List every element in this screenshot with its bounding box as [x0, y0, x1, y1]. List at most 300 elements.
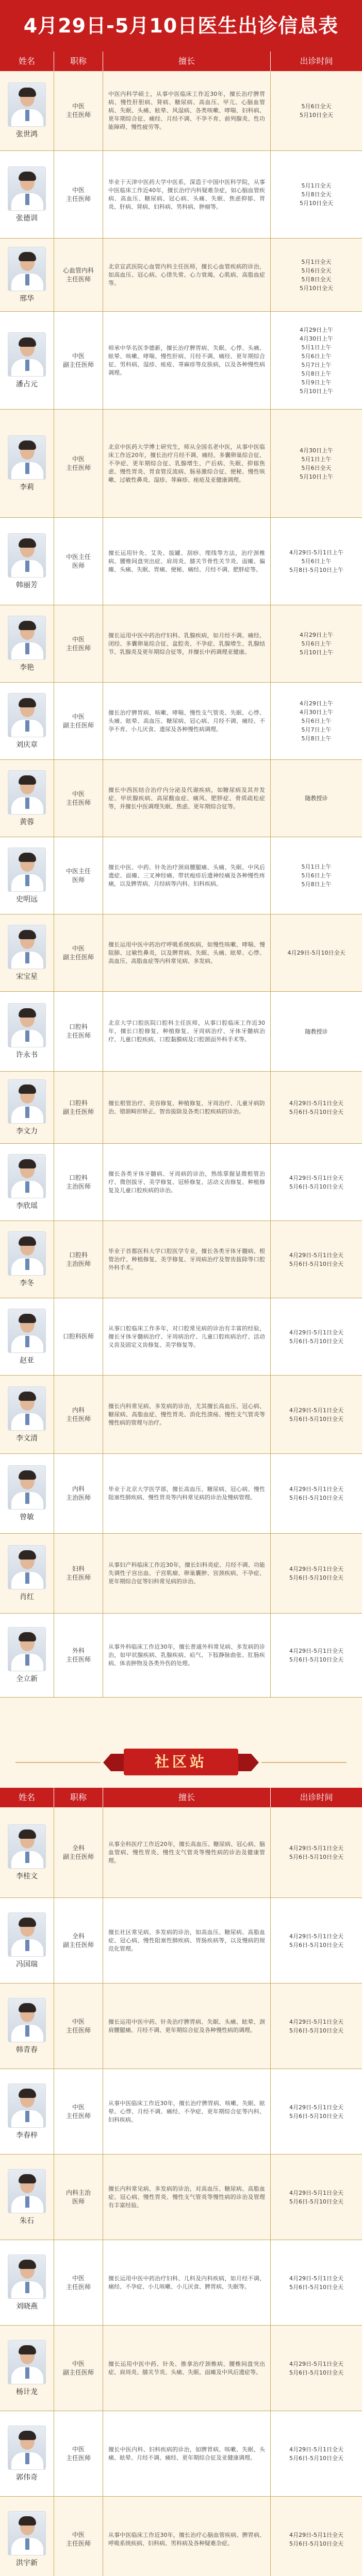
table-row — [0, 1221, 362, 1298]
doctor-photo-cell — [0, 151, 54, 238]
avatar — [8, 2169, 46, 2213]
doctor-specialty — [103, 1614, 271, 1697]
schedule-line: 5月10日上午 — [300, 473, 333, 480]
schedule-line: 4月29日-5月1日全天 — [289, 2018, 343, 2025]
doctor-name: 冯国瑞 — [16, 1960, 38, 1969]
doctor-schedule — [271, 1898, 362, 1983]
avatar — [8, 1003, 46, 1047]
doctor-title-text: 中医 主任医师 — [65, 2274, 91, 2291]
doctor-specialty — [103, 518, 271, 605]
doctor-name: 张世鸿 — [16, 130, 38, 139]
avatar — [8, 2340, 46, 2384]
doctor-title — [54, 1072, 103, 1143]
schedule-line: 4月29日-5月1日全天 — [289, 1174, 343, 1181]
table-row — [0, 760, 362, 837]
doctor-specialty-text: 擅长中医内科、妇科疾病的诊治，如脾胃病、咳嗽、失眠、头痛、眩晕、月经不调、痛经、更年期综合征及亚健康调理。 — [108, 2446, 265, 2461]
doctor-schedule — [271, 992, 362, 1071]
doctor-specialty — [103, 605, 271, 682]
doctor-title-text: 口腔科 主任医师 — [65, 1023, 91, 1039]
doctor-name: 刘晓燕 — [16, 2302, 38, 2311]
avatar — [8, 616, 46, 660]
doctor-specialty-text: 北京中医药大学博士研究生，师从全国名老中医，从事中医临床工作近20年，擅长治疗月经不调、痛经、多囊卵巢综合征、不孕症、更年期综合征、乳腺增生、产后病、失眠、抑郁焦虑、慢性胃炎、胃食管反流病、肠易激综合征、便秘、慢性咳嗽、过敏性鼻炎、湿疹、荨麻疹、痤疮及亚健康调理。 — [108, 443, 265, 483]
schedule-line: 5月6日上午 — [301, 352, 332, 360]
doctor-photo-cell — [0, 2411, 54, 2496]
header-time: 出诊时间 — [300, 56, 333, 66]
doctor-title — [54, 518, 103, 605]
doctor-schedule — [271, 312, 362, 409]
doctor-schedule — [271, 1298, 362, 1375]
doctor-name: 李文清 — [16, 1434, 38, 1443]
schedule-line: 4月29日-5月1日全天 — [289, 1648, 343, 1654]
avatar — [8, 1386, 46, 1431]
doctor-title — [54, 1298, 103, 1375]
table-row — [0, 518, 362, 605]
doctor-specialty — [103, 71, 271, 150]
doctor-photo-cell — [0, 1454, 54, 1533]
doctor-title-text: 全科 副主任医师 — [62, 1844, 94, 1860]
schedule-line: 5月1日上午 — [301, 344, 332, 351]
doctor-photo-cell — [0, 605, 54, 682]
doctor-schedule — [271, 71, 362, 150]
schedule-line: 5月10日上午 — [300, 387, 333, 395]
doctor-schedule — [271, 914, 362, 991]
avatar — [8, 848, 46, 892]
doctor-title — [54, 2497, 103, 2576]
doctor-name: 刘庆章 — [16, 740, 38, 749]
doctor-specialty — [103, 2497, 271, 2576]
schedule-line: 5月1日上午 — [301, 863, 332, 870]
doctor-schedule — [271, 151, 362, 238]
header-time: 出诊时间 — [300, 1792, 333, 1802]
doctor-title — [54, 1534, 103, 1613]
schedule-line: 5月6日-5月10日全天 — [289, 1574, 343, 1581]
doctor-name: 潘占元 — [16, 380, 38, 388]
doctor-photo-cell — [0, 1072, 54, 1143]
doctor-photo-cell — [0, 1898, 54, 1983]
doctor-title-text: 内科 主任医师 — [65, 1406, 91, 1422]
doctor-specialty — [103, 239, 271, 311]
schedule-line: 5月6日-5月10日全天 — [289, 1415, 343, 1422]
schedule-line: 4月29日上午 — [300, 326, 333, 333]
doctor-title — [54, 410, 103, 517]
doctor-name: 李文力 — [16, 1127, 38, 1136]
doctor-specialty-text: 擅长运用中医中药、针灸、推拿治疗颈椎病、腰椎间盘突出症、肩周炎、膝关节炎、头痛、失眠、面瘫及中风后遗症等。 — [108, 2360, 265, 2376]
doctor-title-text: 中医 主任医师 — [65, 455, 91, 471]
doctor-specialty-text: 中医内科学硕士，从事中医临床工作近30年，擅长治疗脾胃病、慢性肝胆病、肾病、糖尿病、高血压、甲亢、心脑血管病、失眠、头痛、眩晕、风湿病、各类咳嗽、哮喘、妇科病、更年期综合征、痛经、月经不调、不孕不育、前列腺炎、性功能障碍、慢性疲劳等。 — [108, 91, 265, 130]
doctor-specialty-text: 北京大学口腔医院口腔科主任医师，从事口腔临床工作近30年，擅长口腔修复、种植修复、牙周病治疗、牙体牙髓病治疗、儿童口腔疾病、口腔黏膜病及口腔颌面外科手术等。 — [108, 1020, 265, 1043]
schedule-line: 4月29日-5月1日全天 — [289, 2275, 343, 2282]
doctor-specialty-text: 师承中华名医李德新，擅长治疗脾胃病、失眠、心悸、头痛、眩晕、咳嗽、哮喘、慢性肝病、月经不调、痛经、更年期综合征、男科病、湿疹、痤疮、荨麻疹等皮肤病，以及各种慢性病调理。 — [108, 344, 265, 376]
doctor-specialty — [103, 2326, 271, 2411]
doctor-photo-cell — [0, 1298, 54, 1375]
doctor-title — [54, 2240, 103, 2325]
doctor-title — [54, 71, 103, 150]
doctor-title — [54, 1144, 103, 1221]
schedule-line: 4月29日上午 — [300, 700, 333, 707]
doctor-schedule — [271, 1072, 362, 1143]
doctor-name: 史明远 — [16, 895, 38, 904]
doctor-title — [54, 1221, 103, 1298]
doctor-name: 杨计龙 — [16, 2387, 38, 2396]
doctor-title — [54, 2069, 103, 2154]
doctor-specialty-text: 擅长治疗脾胃病、咳嗽、哮喘、慢性支气管炎、失眠、心悸、头痛、眩晕、高血压、糖尿病、冠心病、月经不调、痛经、不孕不育、小儿厌食、遗尿及各种慢性病调理。 — [108, 709, 265, 733]
doctor-schedule — [271, 1454, 362, 1533]
doctor-title — [54, 760, 103, 837]
doctor-specialty-text: 擅长内科常见病、多发病的诊治，尤其擅长高血压、冠心病、糖尿病、高脂血症、慢性胃炎、消化性溃疡、慢性支气管炎等慢性病的管理与治疗。 — [108, 1402, 265, 1426]
doctor-specialty-text: 从事口腔临床工作多年，对口腔常见病的诊治有丰富的经验，擅长牙体牙髓病治疗、牙周病治疗、儿童口腔疾病治疗、活动义齿及固定义齿修复、美学修复等。 — [108, 1325, 265, 1348]
doctor-title-text: 外科 主任医师 — [65, 1647, 91, 1663]
schedule-line: 5月6日-5月10日全天 — [289, 2198, 343, 2205]
doctor-schedule — [271, 683, 362, 759]
doctor-title-text: 中医 主任医师 — [65, 790, 91, 806]
schedule-line: 5月6日上午 — [301, 872, 332, 879]
table-header — [0, 52, 362, 71]
schedule-line: 4月30日上午 — [300, 709, 333, 716]
doctor-specialty-text: 擅长社区常见病、多发病的诊治，如高血压、糖尿病、高脂血症、冠心病、慢性阻塞性肺疾病、胃肠疾病等，以及慢病的规范化管理。 — [108, 1928, 265, 1952]
schedule-line: 5月8日-5月10日上午 — [289, 567, 343, 573]
schedule-line: 5月6日-5月10日全天 — [289, 2369, 343, 2376]
doctor-specialty — [103, 2240, 271, 2325]
table-row — [0, 151, 362, 239]
doctor-specialty — [103, 1807, 271, 1897]
doctor-name: 赵亚 — [20, 1356, 34, 1365]
doctor-specialty — [103, 2155, 271, 2240]
doctor-specialty — [103, 410, 271, 517]
header-specialty: 擅长 — [103, 1788, 271, 1807]
community-section-title: 社区站 — [154, 1753, 207, 1770]
doctor-schedule — [271, 518, 362, 605]
doctor-name: 许永书 — [16, 1051, 38, 1059]
doctor-specialty — [103, 1454, 271, 1533]
doctor-specialty-text: 擅长运用中医中药治疗妇科、乳腺疾病，如月经不调、痛经、闭经、多囊卵巢综合征、盆腔炎、不孕症、乳腺增生、乳腺结节、乳腺炎及更年期综合征等，并擅长中药调理亚健康。 — [108, 632, 265, 655]
doctor-schedule — [271, 1614, 362, 1697]
schedule-line: 5月6日-5月10日全天 — [289, 1260, 343, 1267]
doctor-title-text: 中医 副主任医师 — [62, 713, 94, 729]
avatar — [8, 1912, 46, 1957]
doctor-title-text: 中医 主任医师 — [65, 2445, 91, 2462]
table-row — [0, 312, 362, 410]
doctor-schedule — [271, 2411, 362, 2496]
doctor-specialty — [103, 1984, 271, 2069]
doctor-specialty-text: 擅长中医、中药、针灸治疗颈肩腰腿痛、头痛、失眠、中风后遗症、面瘫、三叉神经痛、带状疱疹后遗神经痛及各种慢性疼痛，以及脾胃病、月经病等内科、妇科疾病。 — [108, 863, 265, 887]
table-row — [0, 2326, 362, 2411]
schedule-line: 5月9日上午 — [301, 379, 332, 386]
avatar — [8, 1627, 46, 1671]
doctor-specialty-text: 擅长运用中医中药、针灸治疗脾胃病、失眠、头痛、眩晕、颈肩腰腿痛、月经不调、更年期综合征及各种慢性病的调理。 — [108, 2018, 265, 2033]
doctor-photo-cell — [0, 2155, 54, 2240]
schedule-line: 5月7日上午 — [301, 726, 332, 733]
doctor-title — [54, 992, 103, 1071]
doctor-name: 全立新 — [16, 1675, 38, 1683]
avatar — [8, 1231, 46, 1276]
avatar — [8, 2426, 46, 2470]
doctor-title-text: 中医 主任医师 — [65, 2531, 91, 2547]
table-row — [0, 683, 362, 760]
doctor-title — [54, 151, 103, 238]
doctor-schedule — [271, 2240, 362, 2325]
avatar — [8, 533, 46, 578]
avatar — [8, 435, 46, 480]
table-row — [0, 71, 362, 151]
table-row — [0, 410, 362, 518]
schedule-line: 4月29日-5月1日上午 — [289, 549, 343, 556]
avatar — [8, 1309, 46, 1353]
schedule-line: 4月29日-5月1日全天 — [289, 1406, 343, 1414]
doctor-schedule — [271, 239, 362, 311]
doctor-specialty-text: 毕业于首都医科大学口腔医学专业，擅长各类牙体牙髓病、根管治疗、种植修复、美学修复、牙周病治疗及智齿拔除等口腔外科手术。 — [108, 1247, 265, 1271]
doctor-photo-cell — [0, 1984, 54, 2069]
schedule-line: 5月6日-5月10日全天 — [289, 1853, 343, 1860]
doctor-specialty — [103, 151, 271, 238]
schedule-line: 5月6日-5月10日全天 — [289, 2540, 343, 2547]
doctor-photo-cell — [0, 683, 54, 759]
table-row — [0, 2411, 362, 2497]
schedule-line: 4月29日-5月10日全天 — [287, 950, 345, 956]
schedule-line: 5月6日-5月10日全天 — [289, 1656, 343, 1663]
doctor-specialty-text: 从事全科医疗工作近20年，擅长高血压、糖尿病、冠心病、脑血管病、慢性胃炎、慢性支气管炎等慢性病的诊治及健康管理。 — [108, 1840, 265, 1864]
doctor-specialty — [103, 1534, 271, 1613]
doctor-title — [54, 1454, 103, 1533]
schedule-line: 5月6日-5月10日全天 — [289, 2112, 343, 2120]
doctor-title-text: 中医主任 医师 — [65, 867, 91, 884]
doctor-name: 洪宇新 — [16, 2558, 38, 2567]
doctor-specialty — [103, 2069, 271, 2154]
doctor-schedule — [271, 1376, 362, 1453]
schedule-line: 4月29日-5月1日全天 — [289, 1486, 343, 1493]
doctor-title-text: 中医主任 医师 — [65, 553, 91, 569]
doctor-title-text: 中医 副主任医师 — [62, 944, 94, 961]
doctor-photo-cell — [0, 239, 54, 311]
schedule-line: 4月29日-5月1日全天 — [289, 2360, 343, 2367]
schedule-line: 4月29日上午 — [300, 632, 333, 638]
schedule-line: 4月29日-5月1日全天 — [289, 2189, 343, 2196]
doctor-title — [54, 312, 103, 409]
doctor-title-text: 中医 主任医师 — [65, 2018, 91, 2034]
doctor-schedule — [271, 2326, 362, 2411]
doctor-specialty — [103, 312, 271, 409]
avatar — [8, 1998, 46, 2042]
doctor-specialty — [103, 914, 271, 991]
schedule-line: 5月6日-5月10日全天 — [289, 1941, 343, 1948]
table-row — [0, 1454, 362, 1534]
doctor-title — [54, 2155, 103, 2240]
doctor-specialty — [103, 1898, 271, 1983]
doctor-photo-cell — [0, 71, 54, 150]
avatar — [8, 925, 46, 969]
community-table-header — [0, 1788, 362, 1807]
schedule-line: 5月1日上午 — [301, 455, 332, 463]
table-row — [0, 1376, 362, 1454]
doctor-specialty — [103, 760, 271, 837]
doctor-title-text: 全科 副主任医师 — [62, 1932, 94, 1948]
avatar — [8, 82, 46, 127]
doctor-title-text: 口腔科 主治医师 — [65, 1174, 91, 1190]
schedule-line: 5月6日-5月10日全天 — [289, 1337, 343, 1345]
doctor-specialty-text: 擅长根管治疗、美容修复、种植修复、牙周治疗、儿童牙病防治、错颌畸形矫正、智齿拔除及各类口腔疾病的诊治。 — [108, 1099, 265, 1115]
doctor-title — [54, 239, 103, 311]
schedule-line: 5月8日全天 — [301, 276, 332, 283]
avatar — [8, 1154, 46, 1198]
doctor-specialty-text: 从事外科临床工作近30年，擅长普通外科常见病、多发病的诊治，如甲状腺疾病、乳腺疾病、疝气、下肢静脉曲张、肛肠疾病、体表肿物及各类外伤的处理。 — [108, 1643, 265, 1667]
doctor-title-text: 内科主治 医师 — [65, 2189, 91, 2205]
schedule-line: 5月6日上午 — [301, 718, 332, 724]
doctor-name: 李桂文 — [16, 1872, 38, 1880]
doctor-title — [54, 2326, 103, 2411]
schedule-line: 4月29日-5月1日全天 — [289, 1933, 343, 1940]
schedule-line: 4月29日-5月1日全天 — [289, 1099, 343, 1107]
schedule-line: 5月1日全天 — [301, 258, 332, 265]
doctor-title-text: 心血管内科 主任医师 — [62, 266, 94, 283]
doctor-schedule — [271, 410, 362, 517]
doctor-specialty-text: 擅长运用中医中药治疗妇科、儿科及内科疾病，如月经不调、痛经、不孕症、小儿咳嗽、小儿厌食、脾胃病、失眠等。 — [108, 2275, 265, 2290]
schedule-line: 5月10日全天 — [300, 200, 333, 207]
doctor-photo-cell — [0, 1221, 54, 1298]
schedule-line: 5月8日全天 — [301, 191, 332, 198]
schedule-line: 5月8日上午 — [301, 881, 332, 888]
doctor-schedule — [271, 1984, 362, 2069]
table-row — [0, 992, 362, 1072]
table-row — [0, 1807, 362, 1898]
doctor-specialty-text: 擅长运用中医中药治疗呼吸系统疾病，如慢性咳嗽、哮喘、慢阻肺、过敏性鼻炎，以及脾胃病、失眠、头痛、眩晕、心悸、高血压、高脂血症等内科常见病、多发病。 — [108, 941, 265, 964]
table-row — [0, 1298, 362, 1376]
doctor-photo-cell — [0, 760, 54, 837]
table-row — [0, 2240, 362, 2326]
doctor-title — [54, 1984, 103, 2069]
doctor-specialty — [103, 2411, 271, 2496]
doctor-specialty-text: 从事中医临床工作近30年，擅长治疗脾胃病、咳嗽、失眠、眩晕、心悸、月经不调、痛经、不孕症、更年期综合征等内科、妇科疾病。 — [108, 2099, 265, 2123]
doctor-photo-cell — [0, 1534, 54, 1613]
doctor-title-text: 中医 副主任医师 — [62, 2360, 94, 2376]
doctor-specialty — [103, 1144, 271, 1221]
doctor-title-text: 中医 主任医师 — [65, 635, 91, 652]
doctor-schedule — [271, 1807, 362, 1897]
doctor-title — [54, 1376, 103, 1453]
doctor-photo-cell — [0, 992, 54, 1071]
doctor-name: 黄蓉 — [20, 818, 34, 826]
schedule-line: 5月6日全天 — [301, 103, 332, 110]
schedule-line: 5月1日全天 — [301, 182, 332, 189]
doctor-photo-cell — [0, 518, 54, 605]
doctor-photo-cell — [0, 2069, 54, 2154]
doctor-schedule — [271, 1534, 362, 1613]
doctor-specialty-text: 毕业于天津中医药大学中医系，深造于中国中医科学院，从事中医临床工作近40年，擅长治疗内科疑难杂症，如心脑血管疾病、高血压、糖尿病、冠心病、头痛、失眠、焦虑抑郁、胃炎、肝病、肾病、妇科病、男科病、肿瘤等。 — [108, 178, 265, 210]
doctor-name: 郭伟奇 — [16, 2473, 38, 2482]
table-row — [0, 2069, 362, 2155]
doctor-name: 李春梓 — [16, 2131, 38, 2140]
doctor-title-text: 内科 主治医师 — [65, 1485, 91, 1501]
schedule-line: 5月6日-5月10日全天 — [289, 1495, 343, 1501]
doctor-name: 韩青春 — [16, 2045, 38, 2054]
doctor-specialty-text: 擅长中西医结合治疗内分泌及代谢疾病，如糖尿病及其并发症、甲状腺疾病、高尿酸血症、痛风、肥胖症、骨质疏松症等，并擅长中医调理失眠、焦虑、更年期综合征等。 — [108, 786, 265, 810]
schedule-line: 5月10日上午 — [300, 649, 333, 656]
schedule-line: 随教授诊 — [305, 795, 328, 802]
doctor-specialty — [103, 683, 271, 759]
doctor-photo-cell — [0, 410, 54, 517]
avatar — [8, 2083, 46, 2128]
avatar — [8, 332, 46, 377]
header-name: 姓名 — [0, 52, 54, 71]
avatar — [8, 770, 46, 815]
schedule-line: 4月29日-5月1日全天 — [289, 1251, 343, 1259]
schedule-line: 5月7日上午 — [301, 361, 332, 368]
doctor-photo-cell — [0, 2326, 54, 2411]
table-row — [0, 1614, 362, 1698]
doctor-title-text: 口腔科 主治医师 — [65, 1251, 91, 1267]
table-row — [0, 1898, 362, 1984]
doctor-specialty-text: 毕业于北京大学医学部，擅长高血压、糖尿病、冠心病、慢性阻塞性肺疾病、慢性胃炎等内科常见病的诊治及慢病管理。 — [108, 1486, 265, 1501]
avatar — [8, 693, 46, 737]
doctor-specialty-text: 从事妇产科临床工作近30年，擅长妇科炎症、月经不调、功能失调性子宫出血、子宫肌瘤、卵巢囊肿、宫颈疾病、不孕症、更年期综合征等妇科常见病的诊治。 — [108, 1562, 265, 1585]
doctor-name: 李莉 — [20, 483, 34, 492]
doctor-title — [54, 1807, 103, 1897]
header-name: 姓名 — [0, 1788, 54, 1807]
schedule-line: 5月6日-5月10日全天 — [289, 2027, 343, 2034]
doctor-photo-cell — [0, 1807, 54, 1897]
doctor-name: 肖红 — [20, 1593, 34, 1601]
doctor-name: 张德训 — [16, 214, 38, 223]
table-row — [0, 914, 362, 992]
doctor-photo-cell — [0, 2240, 54, 2325]
avatar — [8, 166, 46, 211]
table-row — [0, 837, 362, 914]
doctor-specialty-text: 北京宣武医院心血管内科主任医师，擅长心血管疾病的诊治，如高血压、冠心病、心律失常、心力衰竭、心肌病、高脂血症等。 — [108, 263, 265, 286]
schedule-line: 4月29日-5月1日全天 — [289, 1844, 343, 1852]
doctor-specialty-text: 擅长内科常见病、多发病的诊治，对高血压、糖尿病、高脂血症、冠心病、慢性胃炎、慢性支气管炎等慢性病的诊治及管理有丰富经验。 — [108, 2185, 265, 2209]
doctor-specialty-text: 擅长运用针灸、艾灸、拔罐、刮痧、埋线等方法，治疗颈椎病、腰椎间盘突出症、肩周炎、膝关节骨性关节炎、面瘫、偏瘫、头痛、失眠、胃痛、便秘、痛经、月经不调、肥胖症等。 — [108, 549, 265, 573]
doctor-schedule — [271, 2497, 362, 2576]
doctor-name: 朱石 — [20, 2216, 34, 2225]
doctor-schedule — [271, 1221, 362, 1298]
schedule-line: 5月6日-5月10日全天 — [289, 2454, 343, 2462]
schedule-line: 5月8日上午 — [301, 735, 332, 742]
schedule-line: 5月6日上午 — [301, 640, 332, 647]
table-row — [0, 1072, 362, 1144]
doctor-specialty — [103, 1072, 271, 1143]
schedule-line: 4月30日上午 — [300, 447, 333, 454]
doctor-title-text: 中医 主任医师 — [65, 103, 91, 118]
doctor-title — [54, 914, 103, 991]
doctor-title-text: 中医 主任医师 — [65, 186, 91, 202]
doctor-specialty — [103, 992, 271, 1071]
table-row — [0, 1984, 362, 2069]
doctor-name: 曾敏 — [20, 1513, 34, 1521]
community-section-banner — [0, 1736, 362, 1788]
doctor-photo-cell — [0, 312, 54, 409]
header-specialty: 擅长 — [103, 52, 271, 71]
schedule-line: 4月29日-5月1日全天 — [289, 2446, 343, 2453]
schedule-line: 5月8日上午 — [301, 370, 332, 377]
doctor-schedule — [271, 605, 362, 682]
doctor-title — [54, 2411, 103, 2496]
doctor-title-text: 口腔科 副主任医师 — [62, 1099, 94, 1115]
header-title: 职称 — [54, 1788, 103, 1807]
avatar — [8, 247, 46, 291]
doctor-name: 李艳 — [20, 663, 34, 672]
schedule-line: 5月6日全天 — [301, 464, 332, 471]
table-row — [0, 2497, 362, 2576]
avatar — [8, 1465, 46, 1510]
page-title: 4月29日-5月10日医生出诊信息表 — [23, 14, 339, 37]
schedule-line: 5月10日全天 — [300, 112, 333, 118]
avatar — [8, 1824, 46, 1869]
schedule-line: 4月30日上午 — [300, 335, 333, 342]
doctor-photo-cell — [0, 1376, 54, 1453]
schedule-line: 5月6日-5月10日全天 — [289, 1108, 343, 1115]
table-row — [0, 2155, 362, 2240]
schedule-line: 5月6日-5月10日全天 — [289, 1183, 343, 1190]
schedule-line: 5月6日全天 — [301, 267, 332, 274]
doctor-title-text: 妇科 主任医师 — [65, 1565, 91, 1581]
